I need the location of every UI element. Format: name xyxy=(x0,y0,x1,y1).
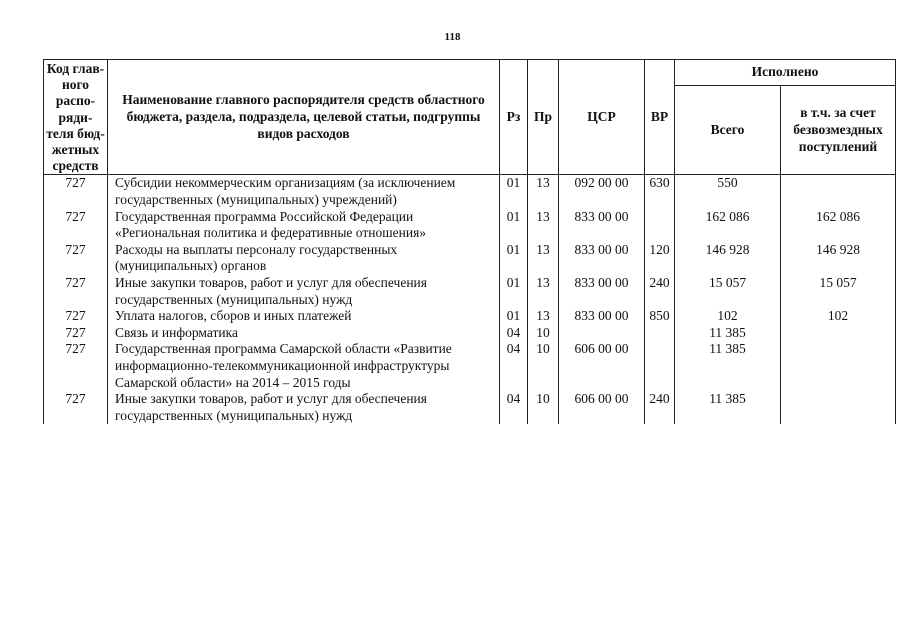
cell-code: 727 xyxy=(44,209,108,242)
cell-rz: 04 xyxy=(500,325,528,342)
cell-name: Государственная программа Российской Федерации «Региональная политика и федеративные отношения» xyxy=(108,209,500,242)
cell-vr: 240 xyxy=(645,391,675,425)
header-csr: ЦСР xyxy=(559,60,645,175)
header-total: Всего xyxy=(675,86,781,175)
cell-name: Иные закупки товаров, работ и услуг для обеспечения государственных (муниципальных) нужд xyxy=(108,275,500,308)
cell-rz: 01 xyxy=(500,308,528,325)
cell-rz: 04 xyxy=(500,341,528,391)
table-row xyxy=(44,242,896,275)
cell-pr: 13 xyxy=(528,275,559,308)
cell-total: 550 xyxy=(675,175,781,209)
cell-rz: 01 xyxy=(500,275,528,308)
header-executed: Исполнено xyxy=(675,60,896,86)
cell-csr: 833 00 00 xyxy=(559,209,645,242)
header-rz: Рз xyxy=(500,60,528,175)
cell-name: Уплата налогов, сборов и иных платежей xyxy=(108,308,500,325)
cell-total: 162 086 xyxy=(675,209,781,242)
table-row xyxy=(44,308,896,325)
budget-execution-table xyxy=(43,59,896,425)
cell-vr: 240 xyxy=(645,275,675,308)
cell-name: Субсидии некоммерческим организациям (за исключением государственных (муниципальных) учреждений) xyxy=(108,175,500,209)
cell-pr: 13 xyxy=(528,175,559,209)
cell-csr: 833 00 00 xyxy=(559,308,645,325)
cell-rz: 01 xyxy=(500,209,528,242)
cell-csr: 833 00 00 xyxy=(559,275,645,308)
cell-name: Государственная программа Самарской области «Развитие информационно-телекоммуникационной инфраструктуры Самарской области» на 2014 – 2015 годы xyxy=(108,341,500,391)
cell-total: 11 385 xyxy=(675,325,781,342)
header-vr: ВР xyxy=(645,60,675,175)
cell-vr: 850 xyxy=(645,308,675,325)
cell-free xyxy=(781,325,896,342)
cell-code: 727 xyxy=(44,275,108,308)
cell-code: 727 xyxy=(44,391,108,425)
cell-rz: 01 xyxy=(500,242,528,275)
cell-free: 15 057 xyxy=(781,275,896,308)
header-code: Код глав-ного распо-ряди-теля бюд-жетных средств xyxy=(44,60,108,175)
cell-csr: 833 00 00 xyxy=(559,242,645,275)
cell-csr: 606 00 00 xyxy=(559,391,645,425)
cell-code: 727 xyxy=(44,175,108,209)
header-name: Наименование главного распорядителя средств областного бюджета, раздела, подраздела, целевой статьи, подгруппы видов расходов xyxy=(108,60,500,175)
cell-free: 102 xyxy=(781,308,896,325)
header-pr: Пр xyxy=(528,60,559,175)
cell-free: 146 928 xyxy=(781,242,896,275)
cell-total: 102 xyxy=(675,308,781,325)
cell-vr xyxy=(645,341,675,391)
cell-vr xyxy=(645,209,675,242)
cell-code: 727 xyxy=(44,325,108,342)
table-row xyxy=(44,391,896,425)
cell-free xyxy=(781,391,896,425)
table-row xyxy=(44,325,896,342)
page-number: 118 xyxy=(444,31,461,43)
cell-code: 727 xyxy=(44,242,108,275)
cell-total: 146 928 xyxy=(675,242,781,275)
cell-vr xyxy=(645,325,675,342)
cell-free xyxy=(781,175,896,209)
cell-rz: 01 xyxy=(500,175,528,209)
cell-pr: 10 xyxy=(528,325,559,342)
cell-pr: 10 xyxy=(528,391,559,425)
cell-total: 11 385 xyxy=(675,341,781,391)
table-row xyxy=(44,275,896,308)
cell-pr: 13 xyxy=(528,242,559,275)
cell-code: 727 xyxy=(44,341,108,391)
cell-rz: 04 xyxy=(500,391,528,425)
table-row xyxy=(44,209,896,242)
cell-name: Связь и информатика xyxy=(108,325,500,342)
cell-name: Иные закупки товаров, работ и услуг для обеспечения государственных (муниципальных) нужд xyxy=(108,391,500,425)
cell-free: 162 086 xyxy=(781,209,896,242)
cell-free xyxy=(781,341,896,391)
cell-pr: 13 xyxy=(528,209,559,242)
table-row xyxy=(44,341,896,391)
cell-total: 15 057 xyxy=(675,275,781,308)
cell-csr: 092 00 00 xyxy=(559,175,645,209)
cell-pr: 10 xyxy=(528,341,559,391)
cell-csr xyxy=(559,325,645,342)
cell-vr: 630 xyxy=(645,175,675,209)
cell-csr: 606 00 00 xyxy=(559,341,645,391)
table-row xyxy=(44,175,896,209)
cell-total: 11 385 xyxy=(675,391,781,425)
cell-code: 727 xyxy=(44,308,108,325)
cell-pr: 13 xyxy=(528,308,559,325)
cell-vr: 120 xyxy=(645,242,675,275)
cell-name: Расходы на выплаты персоналу государственных (муниципальных) органов xyxy=(108,242,500,275)
header-free-receipts: в т.ч. за счет безвозмездных поступлений xyxy=(781,86,896,175)
